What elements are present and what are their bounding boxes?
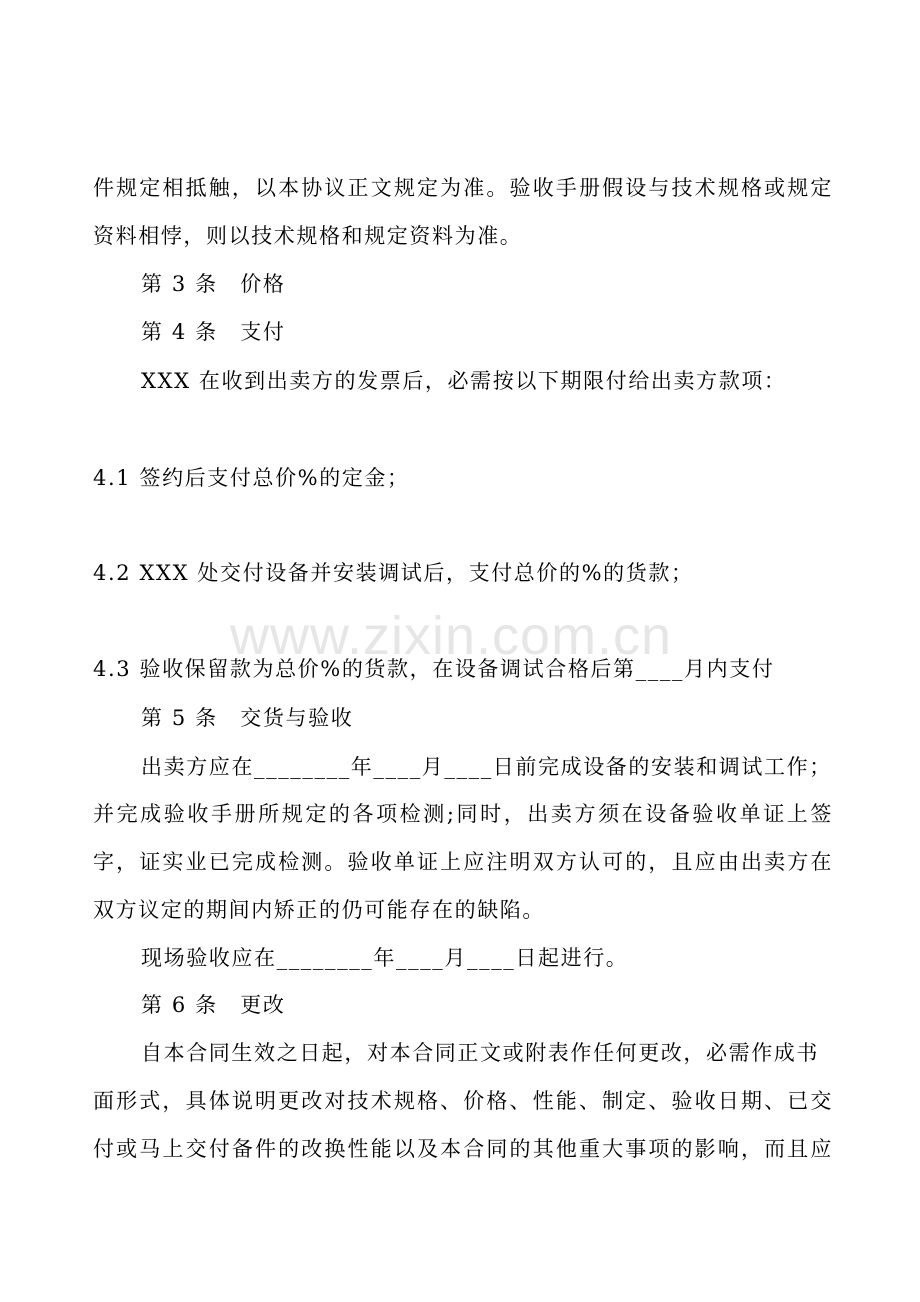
clause-4-3: 4.3 验收保留款为总价%的货款，在设备调试合格后第____月内支付 [93, 657, 775, 681]
clause-4-1: 4.1 签约后支付总价%的定金； [93, 466, 410, 490]
article-heading-3: 第 3 条 价格 [141, 272, 286, 296]
body-text-line: 面形式，具体说明更改对技术规格、价格、性能、制定、验收日期、已交 [93, 1089, 833, 1113]
body-text-line: 双方议定的期间内矫正的仍可能存在的缺陷。 [93, 898, 545, 922]
body-text-line: 并完成验收手册所规定的各项检测;同时，出卖方须在设备验收单证上签 [93, 802, 833, 826]
watermark: www.zixin.com.cn [230, 606, 673, 666]
body-text-line: 付或马上交付备件的改换性能以及本合同的其他重大事项的影响，而且应 [93, 1137, 833, 1161]
body-text-line: 字，证实业已完成检测。验收单证上应注明双方认可的，且应由出卖方在 [93, 850, 833, 874]
clause-4-2: 4.2 XXX 处交付设备并安装调试后，支付总价的%的货款； [93, 561, 694, 585]
body-text-line: 出卖方应在________年____月____日前完成设备的安装和调试工作； [141, 755, 832, 779]
body-text-line: 自本合同生效之日起，对本合同正文或附表作任何更改，必需作成书 [141, 1041, 819, 1065]
body-text-line: XXX 在收到出卖方的发票后，必需按以下期限付给出卖方款项： [141, 369, 787, 393]
body-text-line: 件规定相抵触，以本协议正文规定为准。验收手册假设与技术规格或规定 [93, 176, 833, 200]
article-heading-6: 第 6 条 更改 [141, 993, 286, 1017]
article-heading-5: 第 5 条 交货与验收 [141, 706, 354, 730]
article-heading-4: 第 4 条 支付 [141, 320, 286, 344]
body-text-line: 现场验收应在________年____月____日起进行。 [141, 946, 629, 970]
body-text-line: 资料相悖，则以技术规格和规定资料为准。 [93, 224, 523, 248]
